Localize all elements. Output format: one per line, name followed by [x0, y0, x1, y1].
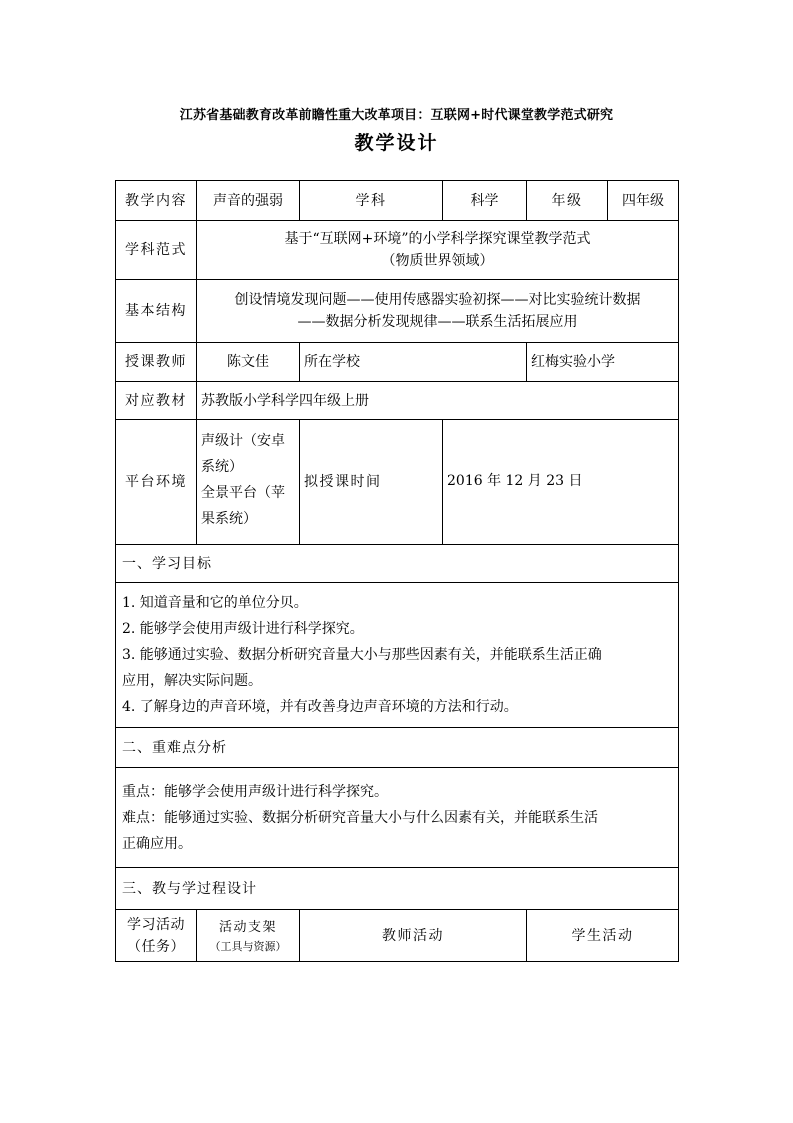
keypoints-body	[116, 768, 679, 868]
structure-line-2: ——数据分析发现规律——联系生活拓展应用	[297, 314, 578, 330]
activity-line-1: 学习活动	[127, 916, 185, 933]
process-col-scaffold	[197, 910, 300, 962]
lesson-design-table	[115, 180, 679, 962]
grade-value: 四年级	[608, 181, 679, 221]
goal-line: 应用，解决实际问题。	[122, 673, 262, 689]
subject-label: 学科	[300, 181, 443, 221]
keypoint-line: 正确应用。	[122, 835, 192, 852]
structure-label: 基本结构	[116, 280, 197, 343]
row-structure	[116, 280, 679, 343]
project-header: 江苏省基础教育改革前瞻性重大改革项目：互联网+时代课堂教学范式研究	[179, 108, 614, 123]
platform-label: 平台环境	[116, 420, 197, 545]
teacher-label: 授课教师	[116, 343, 197, 382]
platform-item: 系统）	[201, 459, 243, 475]
time-value: 2016 年 12 月 23 日	[443, 420, 679, 545]
row-keypoints-body	[116, 768, 679, 868]
goal-line: 1. 知道音量和它的单位分贝。	[122, 595, 308, 611]
scaffold-line-2: （工具与资源）	[209, 939, 287, 953]
row-keypoints-heading	[116, 728, 679, 768]
platform-item: 全景平台（苹	[201, 485, 285, 501]
platform-item: 声级计（安卓	[201, 433, 285, 449]
keypoint-line: 难点：能够通过实验、数据分析研究音量大小与什么因素有关，并能联系生活	[122, 809, 598, 826]
goals-heading: 一、学习目标	[116, 545, 679, 583]
teacher-value: 陈文佳	[197, 343, 300, 382]
platform-item: 果系统）	[201, 511, 257, 527]
row-process-columns	[116, 910, 679, 962]
platform-items	[197, 420, 300, 545]
row-process-heading	[116, 868, 679, 910]
goal-line: 3. 能够通过实验、数据分析研究音量大小与那些因素有关，并能联系生活正确	[122, 647, 602, 663]
goal-line: 4. 了解身边的声音环境，并有改善身边声音环境的方法和行动。	[122, 699, 518, 715]
grade-label: 年级	[527, 181, 608, 221]
process-col-student: 学生活动	[527, 910, 679, 962]
paradigm-value	[197, 221, 679, 280]
structure-value	[197, 280, 679, 343]
keypoints-heading: 二、重难点分析	[116, 728, 679, 768]
row-paradigm	[116, 221, 679, 280]
textbook-value: 苏教版小学科学四年级上册	[197, 382, 679, 420]
school-value: 红梅实验小学	[527, 343, 679, 382]
paradigm-line-1: 基于“互联网+环境”的小学科学探究课堂教学范式	[284, 231, 591, 247]
activity-line-2: （任务）	[127, 938, 185, 955]
scaffold-line-1: 活动支架	[218, 919, 277, 935]
row-textbook	[116, 382, 679, 420]
structure-line-1: 创设情境发现问题——使用传感器实验初探——对比实验统计数据	[234, 292, 641, 308]
row-goals-body	[116, 583, 679, 728]
row-platform	[116, 420, 679, 545]
row-goals-heading	[116, 545, 679, 583]
paradigm-label: 学科范式	[116, 221, 197, 280]
textbook-label: 对应教材	[116, 382, 197, 420]
goal-line: 2. 能够学会使用声级计进行科学探究。	[122, 621, 364, 637]
process-col-teacher: 教师活动	[300, 910, 527, 962]
row-content	[116, 181, 679, 221]
time-label: 拟授课时间	[300, 420, 443, 545]
subject-value: 科学	[443, 181, 527, 221]
school-label: 所在学校	[300, 343, 527, 382]
process-heading: 三、教与学过程设计	[116, 868, 679, 910]
paradigm-line-2: （物质世界领域）	[381, 253, 494, 269]
content-value: 声音的强弱	[197, 181, 300, 221]
row-teacher	[116, 343, 679, 382]
process-col-activity	[116, 910, 197, 962]
keypoint-line: 重点：能够学会使用声级计进行科学探究。	[122, 783, 388, 800]
document-title: 教学设计	[354, 132, 439, 154]
content-label: 教学内容	[116, 181, 197, 221]
goals-body	[116, 583, 679, 728]
